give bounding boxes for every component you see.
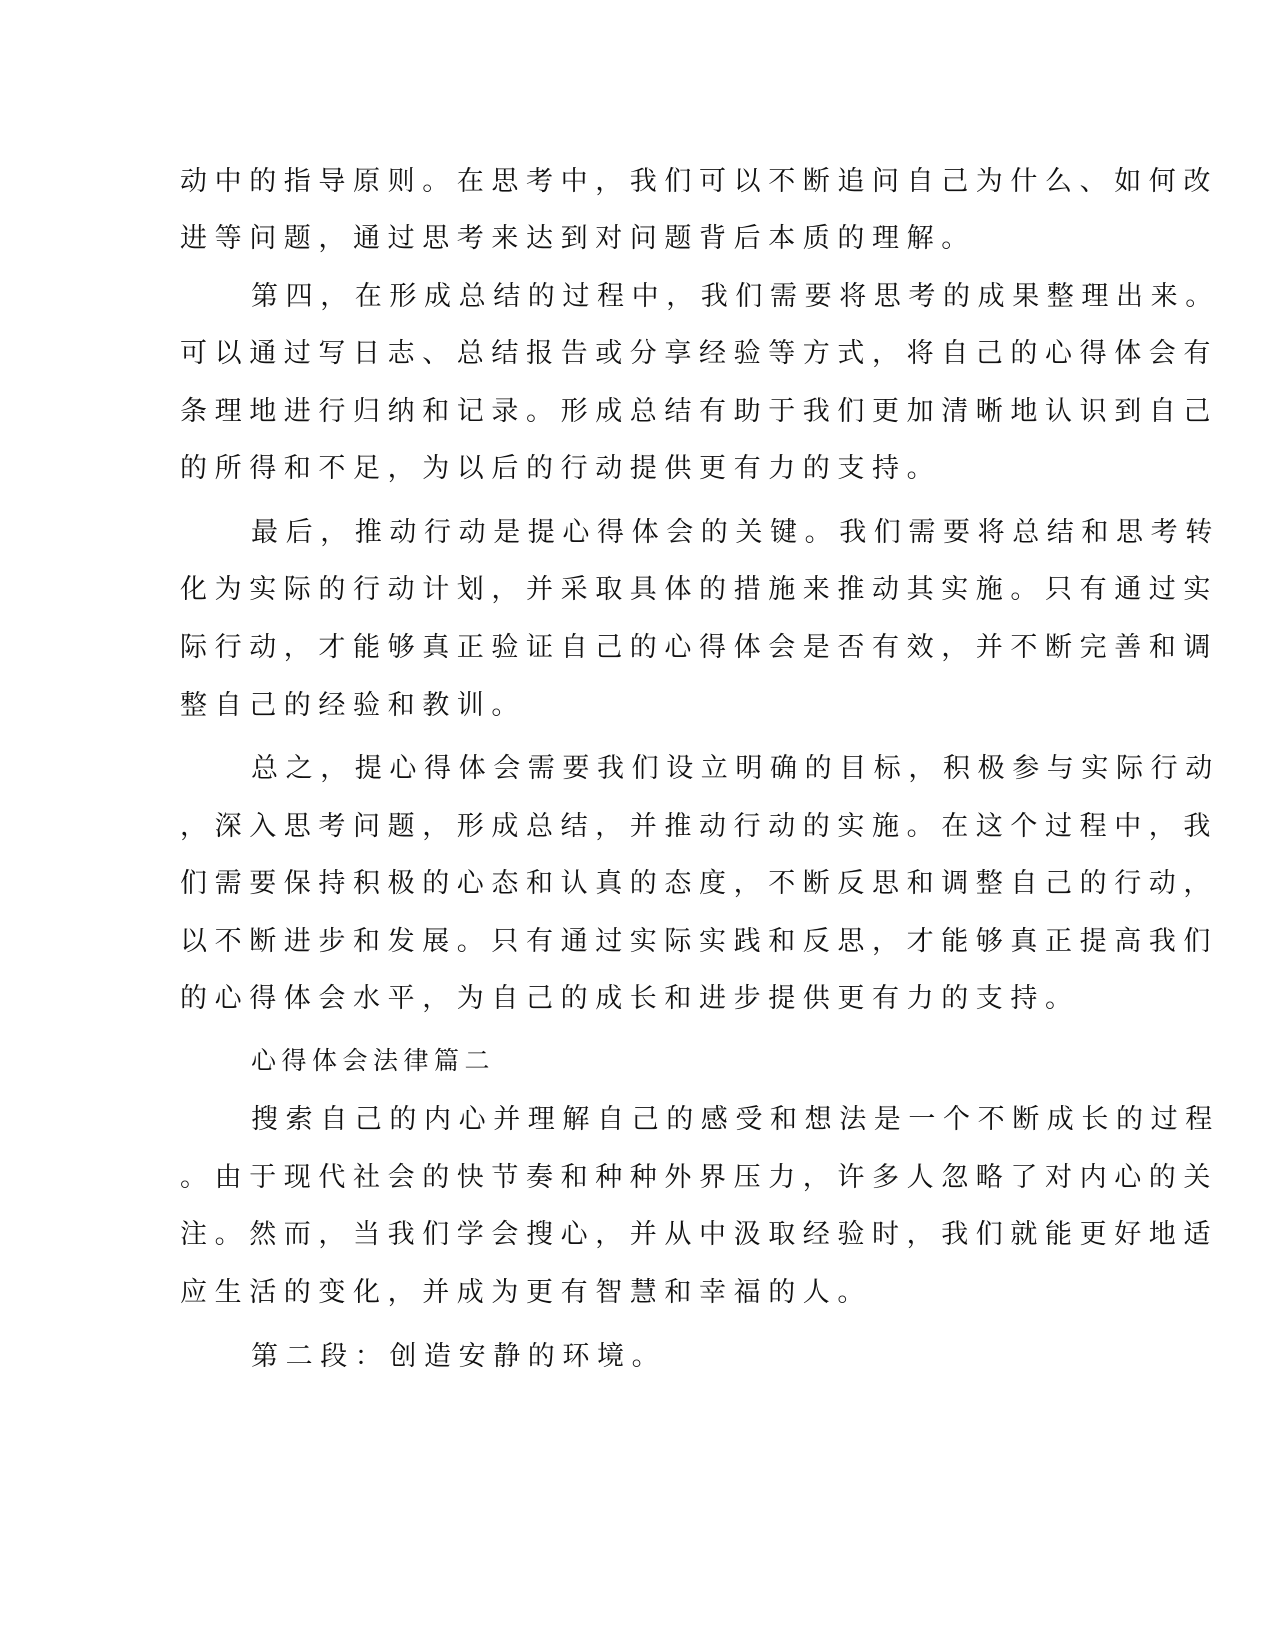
text-line: 注。然而，当我们学会搜心，并从中汲取经验时，我们就能更好地适 <box>180 1219 1218 1250</box>
text-line: 以不断进步和发展。只有通过实际实践和反思，才能够真正提高我们 <box>180 926 1218 957</box>
paragraph-first-line: 搜索自己的内心并理解自己的感受和想法是一个不断成长的过程 <box>251 1104 1220 1135</box>
text-line: 条理地进行归纳和记录。形成总结有助于我们更加清晰地认识到自己 <box>180 396 1218 427</box>
text-line: 动中的指导原则。在思考中，我们可以不断追问自己为什么、如何改 <box>180 166 1218 197</box>
text-line: 们需要保持积极的心态和认真的态度，不断反思和调整自己的行动， <box>180 868 1218 899</box>
paragraph-first-line: 第二段：创造安静的环境。 <box>251 1341 667 1372</box>
paragraph-first-line: 总之，提心得体会需要我们设立明确的目标，积极参与实际行动 <box>251 753 1220 784</box>
text-line: 化为实际的行动计划，并采取具体的措施来推动其实施。只有通过实 <box>180 574 1218 605</box>
text-line: 的所得和不足，为以后的行动提供更有力的支持。 <box>180 453 942 484</box>
text-line: ，深入思考问题，形成总结，并推动行动的实施。在这个过程中，我 <box>180 811 1218 842</box>
paragraph-first-line: 第四，在形成总结的过程中，我们需要将思考的成果整理出来。 <box>251 281 1220 312</box>
text-line: 际行动，才能够真正验证自己的心得体会是否有效，并不断完善和调 <box>180 632 1218 663</box>
text-line: 。由于现代社会的快节奏和种种外界压力，许多人忽略了对内心的关 <box>180 1162 1218 1193</box>
text-line: 应生活的变化，并成为更有智慧和幸福的人。 <box>180 1277 872 1308</box>
paragraph-first-line: 最后，推动行动是提心得体会的关键。我们需要将总结和思考转 <box>251 517 1220 548</box>
text-line: 进等问题，通过思考来达到对问题背后本质的理解。 <box>180 223 976 254</box>
section-heading: 心得体会法律篇二 <box>251 1046 496 1075</box>
text-line: 整自己的经验和教训。 <box>180 690 526 721</box>
text-line: 的心得体会水平，为自己的成长和进步提供更有力的支持。 <box>180 983 1080 1014</box>
text-line: 可以通过写日志、总结报告或分享经验等方式，将自己的心得体会有 <box>180 338 1218 369</box>
